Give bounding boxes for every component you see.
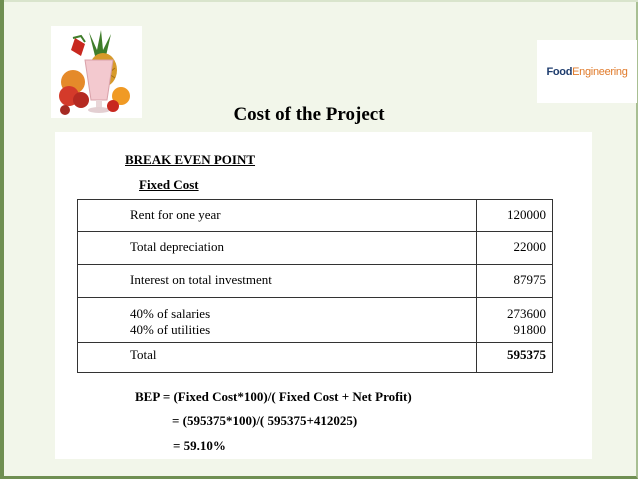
row-label-pair xyxy=(78,298,477,343)
table-row-total xyxy=(78,343,553,373)
fixed-cost-table xyxy=(77,199,553,373)
row-value: 87975 xyxy=(477,265,553,298)
table-row xyxy=(78,298,553,343)
slide-title: Cost of the Project xyxy=(233,104,385,125)
row-value: 120000 xyxy=(477,200,553,232)
row-label: 40% of utilities xyxy=(130,322,211,337)
top-border xyxy=(4,0,638,2)
row-label: Total depreciation xyxy=(78,232,477,265)
total-label: Total xyxy=(78,343,477,373)
logo-text-engineering: Engineering xyxy=(572,65,628,78)
row-label: Rent for one year xyxy=(78,200,477,232)
smoothie-fruit-icon xyxy=(51,26,142,118)
row-value: 91800 xyxy=(513,322,546,337)
row-value-pair xyxy=(477,298,553,343)
row-value: 22000 xyxy=(477,232,553,265)
bep-formula: BEP = (Fixed Cost*100)/( Fixed Cost + Net Profit) xyxy=(135,389,412,404)
row-label: Interest on total investment xyxy=(78,265,477,298)
logo-text-food: Food xyxy=(546,65,573,78)
section-subheading: Fixed Cost xyxy=(139,177,199,192)
section-heading: BREAK EVEN POINT xyxy=(125,152,256,167)
bep-result: = 59.10% xyxy=(173,438,226,453)
content-panel xyxy=(55,132,592,459)
row-value: 273600 xyxy=(507,306,546,321)
total-value: 595375 xyxy=(477,343,553,373)
row-label: 40% of salaries xyxy=(130,306,211,321)
table-row xyxy=(78,200,553,232)
table-row xyxy=(78,232,553,265)
bep-substitution: = (595375*100)/( 595375+412025) xyxy=(172,413,358,428)
table-row xyxy=(78,265,553,298)
food-engineering-logo xyxy=(537,40,637,103)
